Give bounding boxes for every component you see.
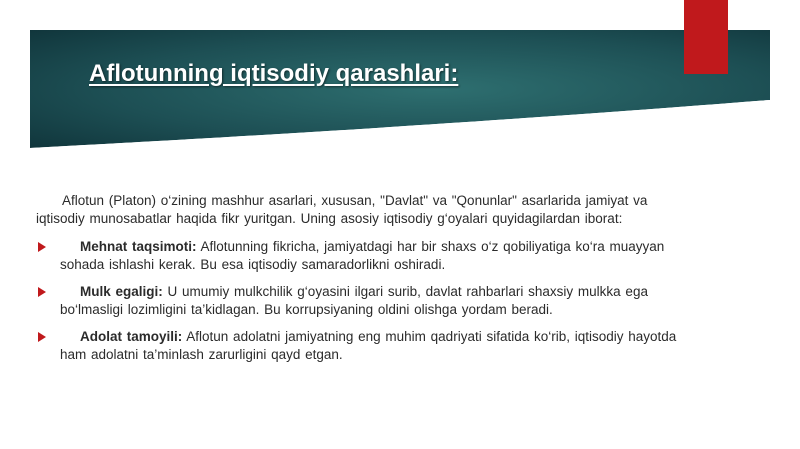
triangle-bullet-icon <box>38 287 46 297</box>
bullet-item <box>36 283 696 319</box>
bullet-text <box>60 238 696 274</box>
banner-background <box>30 30 770 148</box>
bullet-item <box>36 238 696 274</box>
accent-tab <box>684 0 728 74</box>
bullet-term: Mulk egaligi: <box>80 284 163 299</box>
bullet-item <box>36 328 696 364</box>
slide-body <box>36 192 696 373</box>
bullet-term: Adolat tamoyili: <box>80 329 183 344</box>
title-banner <box>30 30 770 148</box>
bullet-description: U umumiy mulkchilik g‘oyasini ilgari surib, davlat rahbarlari shaxsiy mulkka ega bo‘lmasligi lozimligini ta’kidlagan. Bu korrupsiyaning oldini olishga yordam beradi. <box>60 284 648 317</box>
bullet-description: Aflotunning fikricha, jamiyatdagi har bir shaxs o‘z qobiliyatiga ko‘ra muayyan sohada ishlashi kerak. Bu esa iqtisodiy samaradorlikni oshiradi. <box>60 239 665 272</box>
bullet-text <box>60 328 696 364</box>
intro-paragraph: Aflotun (Platon) o‘zining mashhur asarlari, xususan, "Davlat" va "Qonunlar" asarlarida jamiyat va iqtisodiy munosabatlar haqida fikr yuritgan. Uning asosiy iqtisodiy g‘oyalari quyidagilardan iborat: <box>36 193 648 226</box>
slide-title: Aflotunning iqtisodiy qarashlari: <box>89 60 459 87</box>
triangle-bullet-icon <box>38 332 46 342</box>
bullet-term: Mehnat taqsimoti: <box>80 239 197 254</box>
triangle-bullet-icon <box>38 242 46 252</box>
bullet-description: Aflotun adolatni jamiyatning eng muhim qadriyati sifatida ko‘rib, iqtisodiy hayotda ham adolatni ta’minlash zarurligini qayd etgan. <box>60 329 677 362</box>
bullet-text <box>60 283 696 319</box>
